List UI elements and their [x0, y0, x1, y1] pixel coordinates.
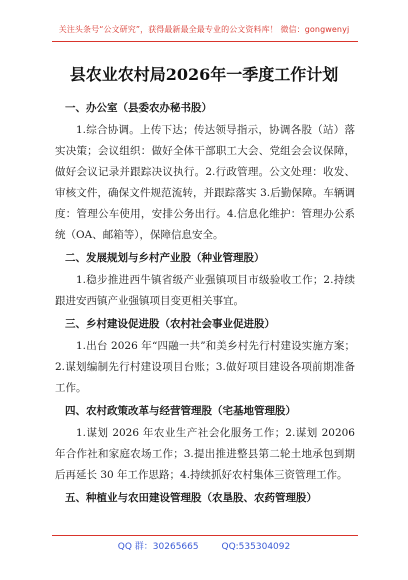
header-banner: 关注头条号“公文研究”，获得最新最全最专业的公文资料库！ 微信：gongwenyj — [58, 25, 350, 34]
section-planning — [55, 246, 355, 312]
footer-banner — [0, 539, 408, 552]
section-paragraph: 1.综合协调。上传下达；传达领导指示，协调各股（站）落实决策；会议组织：做好全体干部职工大会、党组会会议保障，做好会议记录并跟踪决议执行。2.行政管理。公文处理：收发、审核文件，确保文件规范流转，并跟踪落实 3.后勤保障。车辆调度：管理公车使用，安排公务出行。4.信息化维护：管理办公系统（OA、邮箱等），保障信息安全。 — [55, 124, 355, 241]
section-heading: 一、办公室（县委农办秘书股） — [65, 102, 212, 114]
section-paragraph: 1.稳步推进西牛镇省级产业强镇项目市级验收工作；2.持续跟进安西镇产业强镇项目变更相关事宜。 — [55, 274, 355, 307]
footer-qq: QQ:535304092 — [221, 542, 291, 552]
document-body — [55, 96, 355, 510]
section-heading: 三、乡村建设促进股（农村社会事业促进股） — [65, 318, 275, 330]
section-heading: 四、农村政策改革与经营管理股（宅基地管理股） — [65, 405, 296, 417]
section-office — [55, 96, 355, 246]
section-policy-reform — [55, 399, 355, 486]
section-rural-construction — [55, 312, 355, 399]
footer-divider — [52, 535, 358, 536]
document-title: 县农业农村局2026年一季度工作计划 — [69, 65, 339, 84]
section-heading: 五、种植业与农田建设管理股（农垦股、农药管理股） — [65, 492, 317, 504]
header-divider — [52, 41, 358, 42]
section-heading: 二、发展规划与乡村产业股（种业管理股） — [65, 252, 265, 264]
footer-qq-group: QQ 群：30265665 — [117, 542, 199, 552]
section-paragraph: 1.谋划 2026 年农业生产社会化服务工作；2.谋划 20206 年合作社和家庭农场工作；3.提出推进整县第二轮土地承包到期后再延长 30 年工作思路；4.持续抓好农村集体三资管理工作。 — [55, 427, 355, 481]
section-planting — [55, 486, 355, 510]
section-paragraph: 1.出台 2026 年“四融一共”和美乡村先行村建设实施方案；2.谋划编制先行村建设项目台账；3.做好项目建设各项前期准备工作。 — [55, 340, 355, 394]
